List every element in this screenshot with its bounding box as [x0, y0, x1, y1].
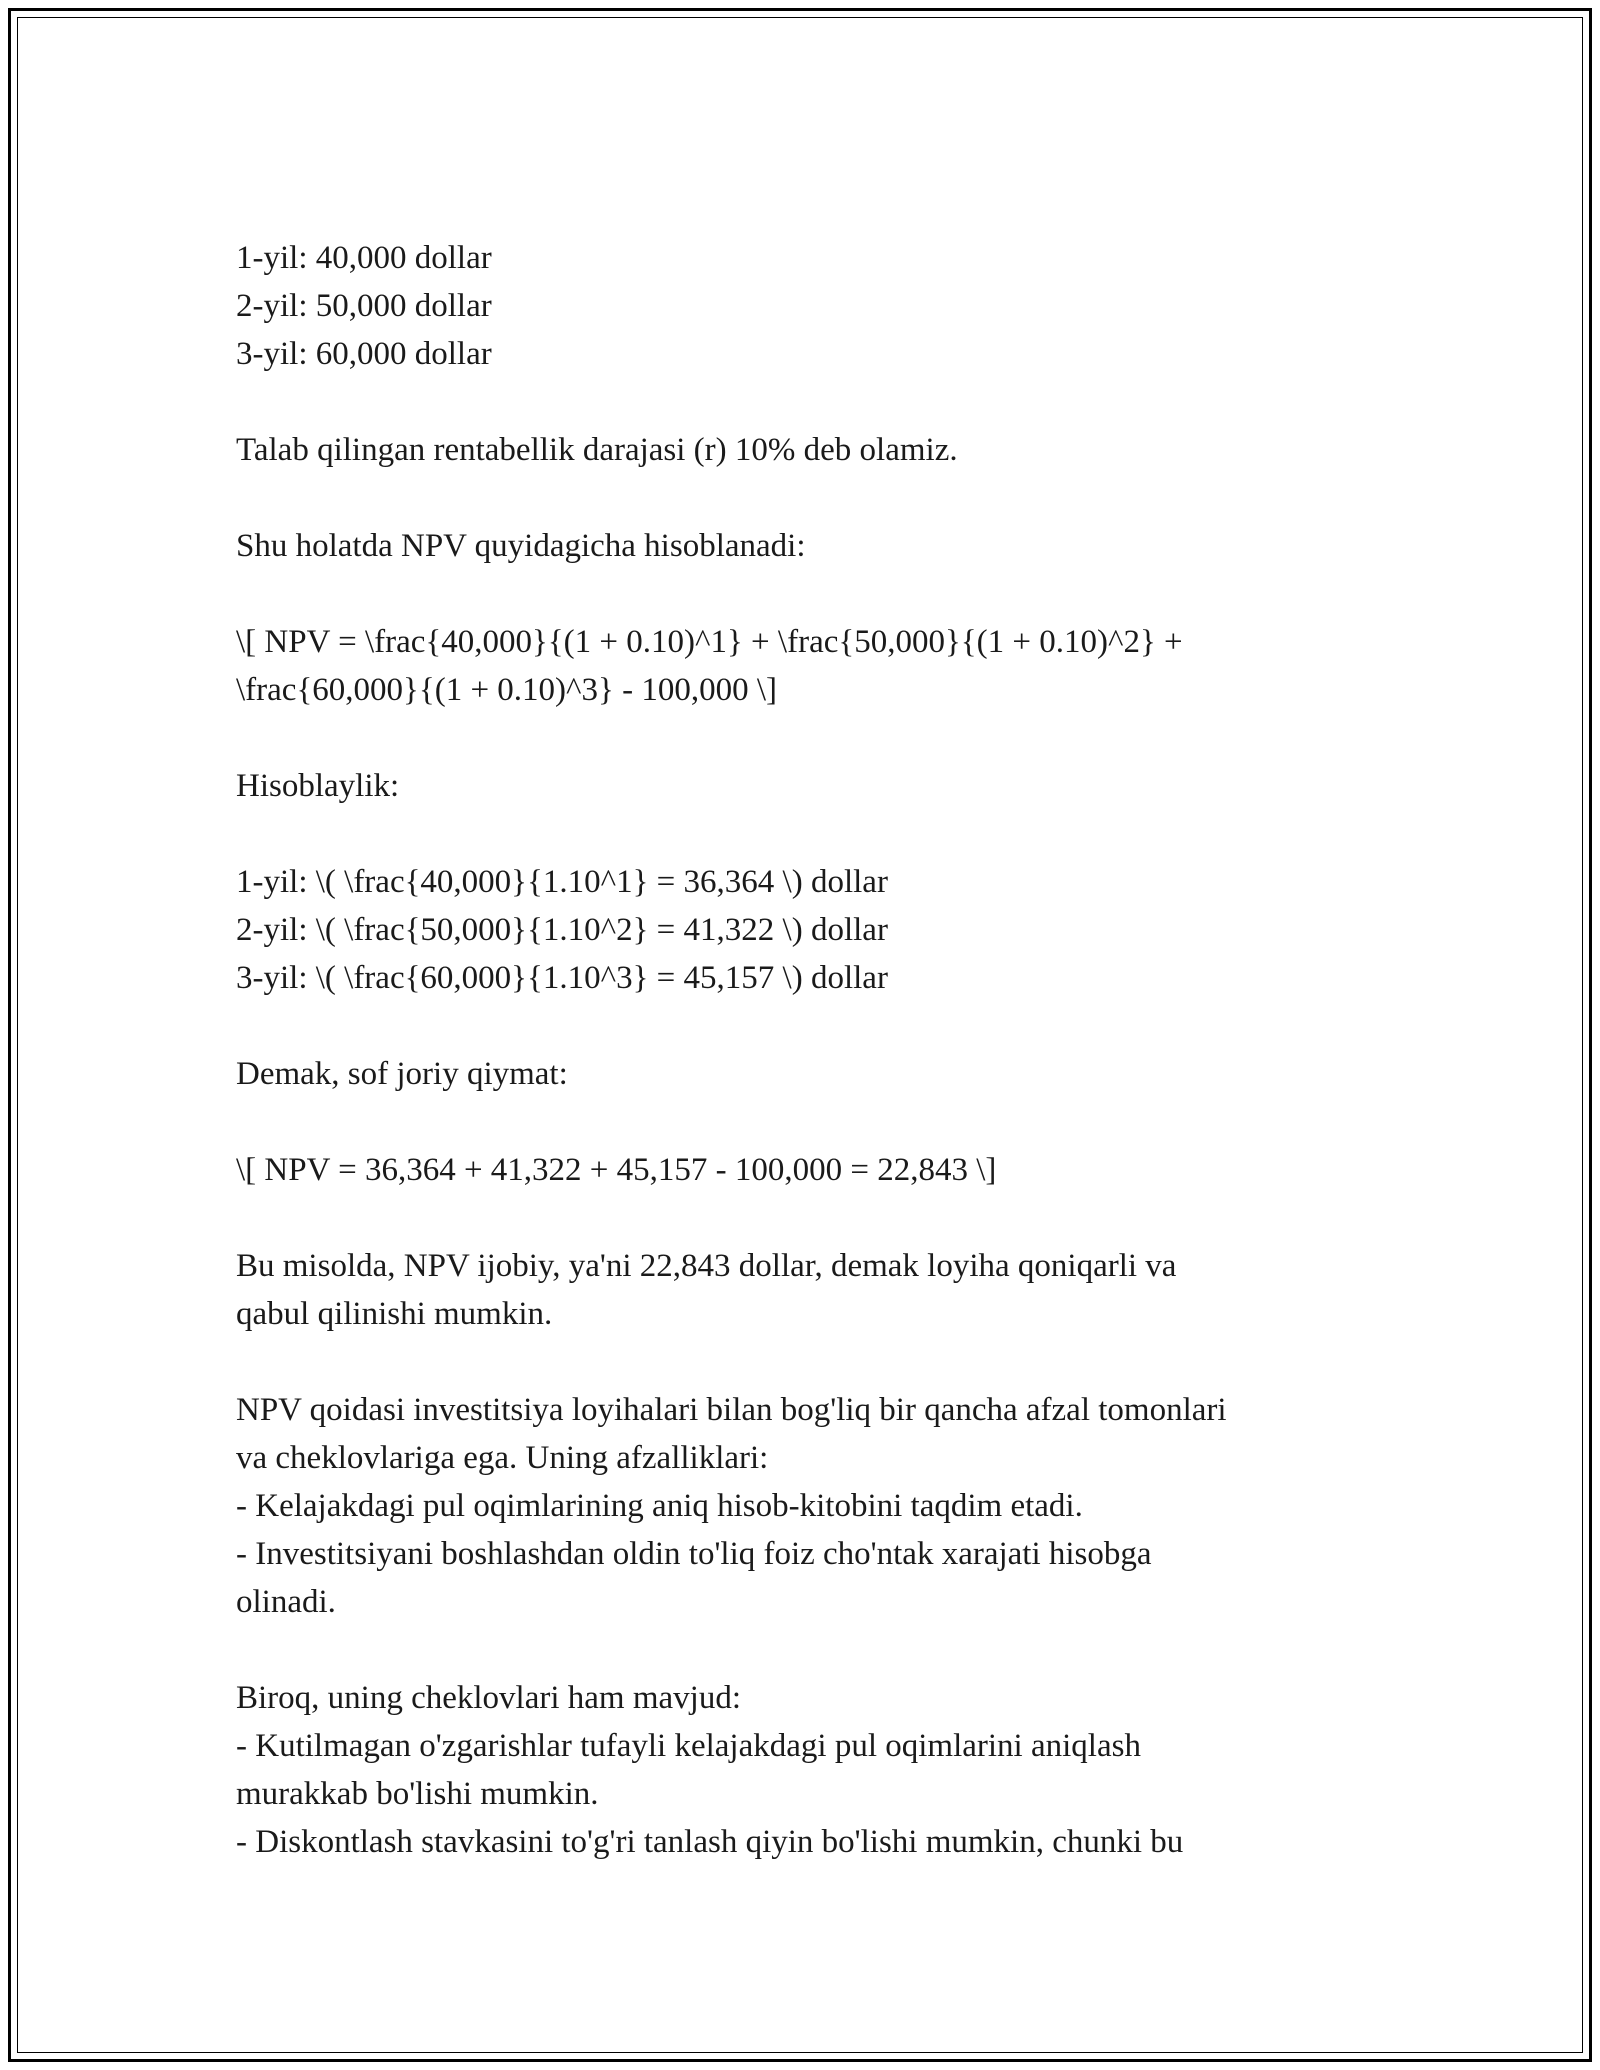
cash-flow-list — [236, 234, 1366, 378]
calc-intro: Hisoblaylik: — [236, 768, 400, 804]
cash-flow-year-2: 2-yil: 50,000 dollar — [236, 288, 492, 324]
calc-year-3: 3-yil: \( \frac{60,000}{1.10^3} = 45,157 \) dollar — [236, 960, 888, 996]
npv-intro-paragraph — [236, 522, 1366, 570]
npv-result-intro-paragraph — [236, 1050, 1366, 1098]
advantage-item-2: - Investitsiyani boshlashdan oldin to'liq foiz cho'ntak xarajati hisobga — [236, 1536, 1152, 1572]
npv-result-formula-paragraph — [236, 1146, 1366, 1194]
calc-year-1: 1-yil: \( \frac{40,000}{1.10^1} = 36,364 \) dollar — [236, 864, 888, 900]
advantages-paragraph — [236, 1386, 1366, 1626]
limitation-item-1: - Kutilmagan o'zgarishlar tufayli kelajakdagi pul oqimlarini aniqlash — [236, 1728, 1141, 1764]
limitation-item-1-cont: murakkab bo'lishi mumkin. — [236, 1776, 599, 1812]
conclusion-line-1: Bu misolda, NPV ijobiy, ya'ni 22,843 dollar, demak loyiha qoniqarli va — [236, 1248, 1177, 1284]
npv-result-formula: \[ NPV = 36,364 + 41,322 + 45,157 - 100,000 = 22,843 \] — [236, 1152, 997, 1188]
limitations-paragraph — [236, 1674, 1366, 1866]
rate-sentence: Talab qilingan rentabellik darajasi (r) 10% deb olamiz. — [236, 432, 958, 468]
limitations-intro: Biroq, uning cheklovlari ham mavjud: — [236, 1680, 741, 1716]
cash-flow-year-1: 1-yil: 40,000 dollar — [236, 240, 492, 276]
npv-intro: Shu holatda NPV quyidagicha hisoblanadi: — [236, 528, 806, 564]
advantages-line-1: NPV qoidasi investitsiya loyihalari bilan bog'liq bir qancha afzal tomonlari — [236, 1392, 1227, 1428]
rate-paragraph — [236, 426, 1366, 474]
cash-flow-year-3: 3-yil: 60,000 dollar — [236, 336, 492, 372]
conclusion-line-2: qabul qilinishi mumkin. — [236, 1296, 553, 1332]
advantage-item-1: - Kelajakdagi pul oqimlarining aniq hisob-kitobini taqdim etadi. — [236, 1488, 1083, 1524]
npv-formula — [236, 618, 1366, 714]
calc-intro-paragraph — [236, 762, 1366, 810]
npv-formula-line-1: \[ NPV = \frac{40,000}{(1 + 0.10)^1} + \frac{50,000}{(1 + 0.10)^2} + — [236, 624, 1183, 660]
advantage-item-2-cont: olinadi. — [236, 1584, 336, 1620]
document-body — [236, 234, 1366, 1866]
calc-year-2: 2-yil: \( \frac{50,000}{1.10^2} = 41,322 \) dollar — [236, 912, 888, 948]
npv-result-intro: Demak, sof joriy qiymat: — [236, 1056, 568, 1092]
conclusion-paragraph — [236, 1242, 1366, 1338]
advantages-line-2: va cheklovlariga ega. Uning afzalliklari: — [236, 1440, 769, 1476]
calc-list — [236, 858, 1366, 1002]
limitation-item-2: - Diskontlash stavkasini to'g'ri tanlash qiyin bo'lishi mumkin, chunki bu — [236, 1824, 1184, 1860]
npv-formula-line-2: \frac{60,000}{(1 + 0.10)^3} - 100,000 \] — [236, 672, 778, 708]
